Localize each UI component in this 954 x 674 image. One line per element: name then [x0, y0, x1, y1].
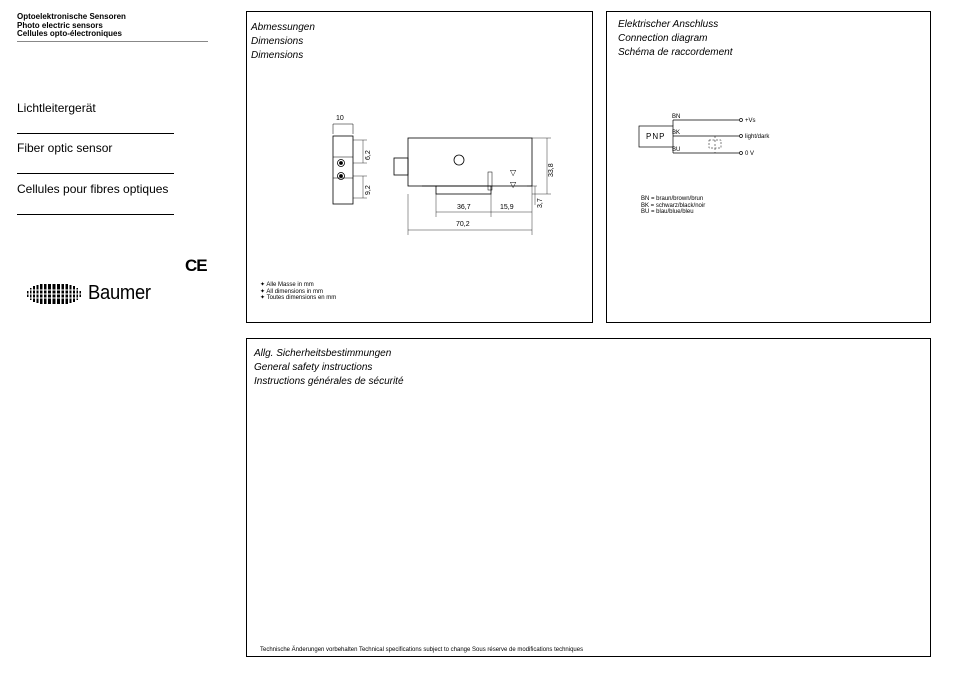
dimensions-panel	[246, 11, 593, 323]
baumer-logo-mark-icon	[25, 282, 85, 306]
connection-panel	[606, 11, 931, 323]
product-divider	[17, 214, 174, 215]
dim-15-9: 15,9	[500, 204, 514, 211]
svg-text:▷: ▷	[509, 170, 518, 177]
terminal-0v-label: 0 V	[745, 151, 755, 157]
terminal-vs-label: +Vs	[745, 118, 756, 124]
dimension-note-fr: ✦ Toutes dimensions en mm	[260, 295, 337, 301]
product-name-fr: Cellules pour fibres optiques	[17, 182, 169, 196]
dimension-drawing	[247, 12, 592, 322]
legend-bu: BU = blau/blue/bleu	[641, 209, 694, 215]
terminal-icon	[740, 119, 743, 122]
dimensions-title-fr: Dimensions	[251, 50, 304, 61]
din-rail-foot	[436, 186, 491, 194]
wire-bk-label: BK	[672, 130, 681, 136]
connector-stub	[394, 158, 408, 175]
safety-title-fr: Instructions générales de sécurité	[254, 376, 404, 387]
category-line-fr: Cellules opto-électroniques	[17, 29, 122, 38]
wire-color-legend	[641, 196, 705, 216]
legend-bn: BN = braun/brown/brun	[641, 196, 704, 202]
connection-title-fr: Schéma de raccordement	[618, 47, 733, 58]
wiring-diagram	[607, 12, 930, 322]
category-line-de: Optoelektronische Sensoren	[17, 12, 126, 21]
dim-70-2: 70,2	[456, 221, 470, 228]
baumer-logo-text: Baumer	[88, 282, 151, 304]
dim-3-7: 3,7	[537, 198, 544, 208]
dimension-notes	[260, 282, 336, 302]
wire-bu-label: BU	[672, 147, 681, 153]
housing-outline	[408, 138, 532, 186]
safety-titles	[254, 347, 404, 389]
dim-6-2: 6,2	[365, 150, 372, 160]
category-header	[17, 13, 126, 39]
dim-36-7: 36,7	[457, 204, 471, 211]
dimensions-title-de: Abmessungen	[251, 22, 315, 33]
product-divider	[17, 173, 174, 174]
baumer-logo	[25, 282, 165, 306]
footer-disclaimer: Technische Änderungen vorbehalten Technical specifications subject to change Sous réserve de modifications techniques	[260, 647, 584, 653]
terminal-output-label: light/dark	[745, 134, 770, 140]
terminal-icon	[740, 152, 743, 155]
pnp-label: PNP	[646, 132, 666, 141]
side-view-outline	[333, 136, 353, 204]
product-name-de: Lichtleitergerät	[17, 101, 96, 115]
safety-title-en: General safety instructions	[254, 362, 373, 373]
product-divider	[17, 133, 174, 134]
ce-mark: CE	[185, 256, 207, 275]
legend-bk: BK = schwarz/black/noir	[641, 202, 706, 209]
product-name-en: Fiber optic sensor	[17, 141, 113, 155]
dimension-note-de: ✦ Alle Masse in mm	[260, 282, 314, 288]
category-line-en: Photo electric sensors	[17, 20, 103, 30]
dim-33-8: 33,8	[548, 163, 555, 177]
adjust-potentiometer	[454, 155, 464, 165]
terminal-icon	[740, 135, 743, 138]
wire-bn-label: BN	[672, 114, 681, 120]
safety-title-de: Allg. Sicherheitsbestimmungen	[254, 348, 392, 359]
connection-title-de: Elektrischer Anschluss	[618, 19, 719, 30]
dim-9-2: 9,2	[365, 185, 372, 195]
dimensions-title-en: Dimensions	[251, 36, 304, 47]
dimension-note-en: ✦ All dimensions in mm	[260, 288, 324, 295]
connection-title-en: Connection diagram	[618, 33, 708, 44]
header-divider	[17, 41, 208, 42]
svg-text:▷: ▷	[509, 182, 518, 189]
safety-panel	[246, 338, 931, 657]
dim-width-top: 10	[336, 115, 344, 122]
